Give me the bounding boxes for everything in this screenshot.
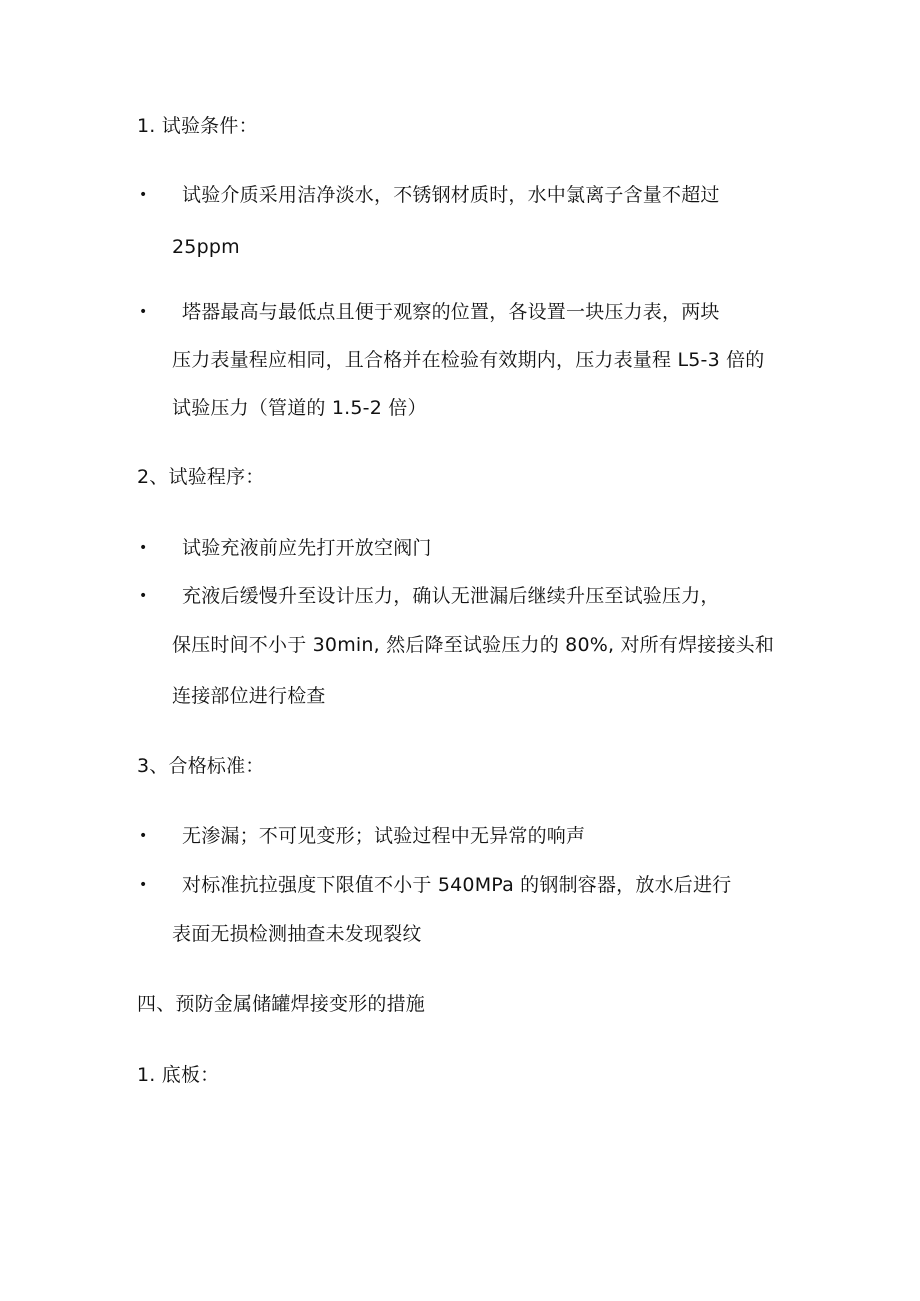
bullet-text: 无渗漏；不可见变形；试验过程中无异常的响声 (182, 825, 586, 847)
bullet-marker: • (139, 187, 148, 203)
bullet-text: 充液后缓慢升至设计压力，确认无泄漏后继续升压至试验压力， (182, 585, 720, 607)
bullet-text: 试验充液前应先打开放空阀门 (182, 537, 432, 559)
bullet-continuation: 试验压力（管道的 1.5-2 倍） (172, 397, 427, 419)
section-heading-test-conditions: 1. 试验条件： (137, 115, 258, 137)
bullet-continuation: 表面无损检测抽查未发现裂纹 (172, 923, 422, 945)
bullet-marker: • (139, 588, 148, 604)
bullet-marker: • (139, 540, 148, 556)
bullet-continuation: 连接部位进行检查 (172, 685, 326, 707)
bullet-text: 试验介质采用洁净淡水，不锈钢材质时，水中氯离子含量不超过 (182, 184, 720, 206)
bullet-marker: • (139, 877, 148, 893)
bullet-marker: • (139, 304, 148, 320)
section-heading-acceptance-criteria: 3、合格标准： (137, 755, 265, 777)
bullet-continuation: 压力表量程应相同，且合格并在检验有效期内，压力表量程 L5-3 倍的 (172, 349, 765, 371)
bullet-text: 对标准抗拉强度下限值不小于 540MPa 的钢制容器，放水后进行 (182, 874, 732, 896)
bullet-marker: • (139, 828, 148, 844)
bullet-text: 塔器最高与最低点且便于观察的位置，各设置一块压力表，两块 (182, 301, 720, 323)
section-heading-deformation-prevention: 四、预防金属储罐焊接变形的措施 (137, 993, 426, 1015)
section-heading-test-procedure: 2、试验程序： (137, 466, 265, 488)
bullet-continuation: 保压时间不小于 30min, 然后降至试验压力的 80%, 对所有焊接接头和 (172, 634, 775, 656)
bullet-continuation: 25ppm (172, 236, 240, 258)
section-heading-bottom-plate: 1. 底板： (137, 1064, 220, 1086)
